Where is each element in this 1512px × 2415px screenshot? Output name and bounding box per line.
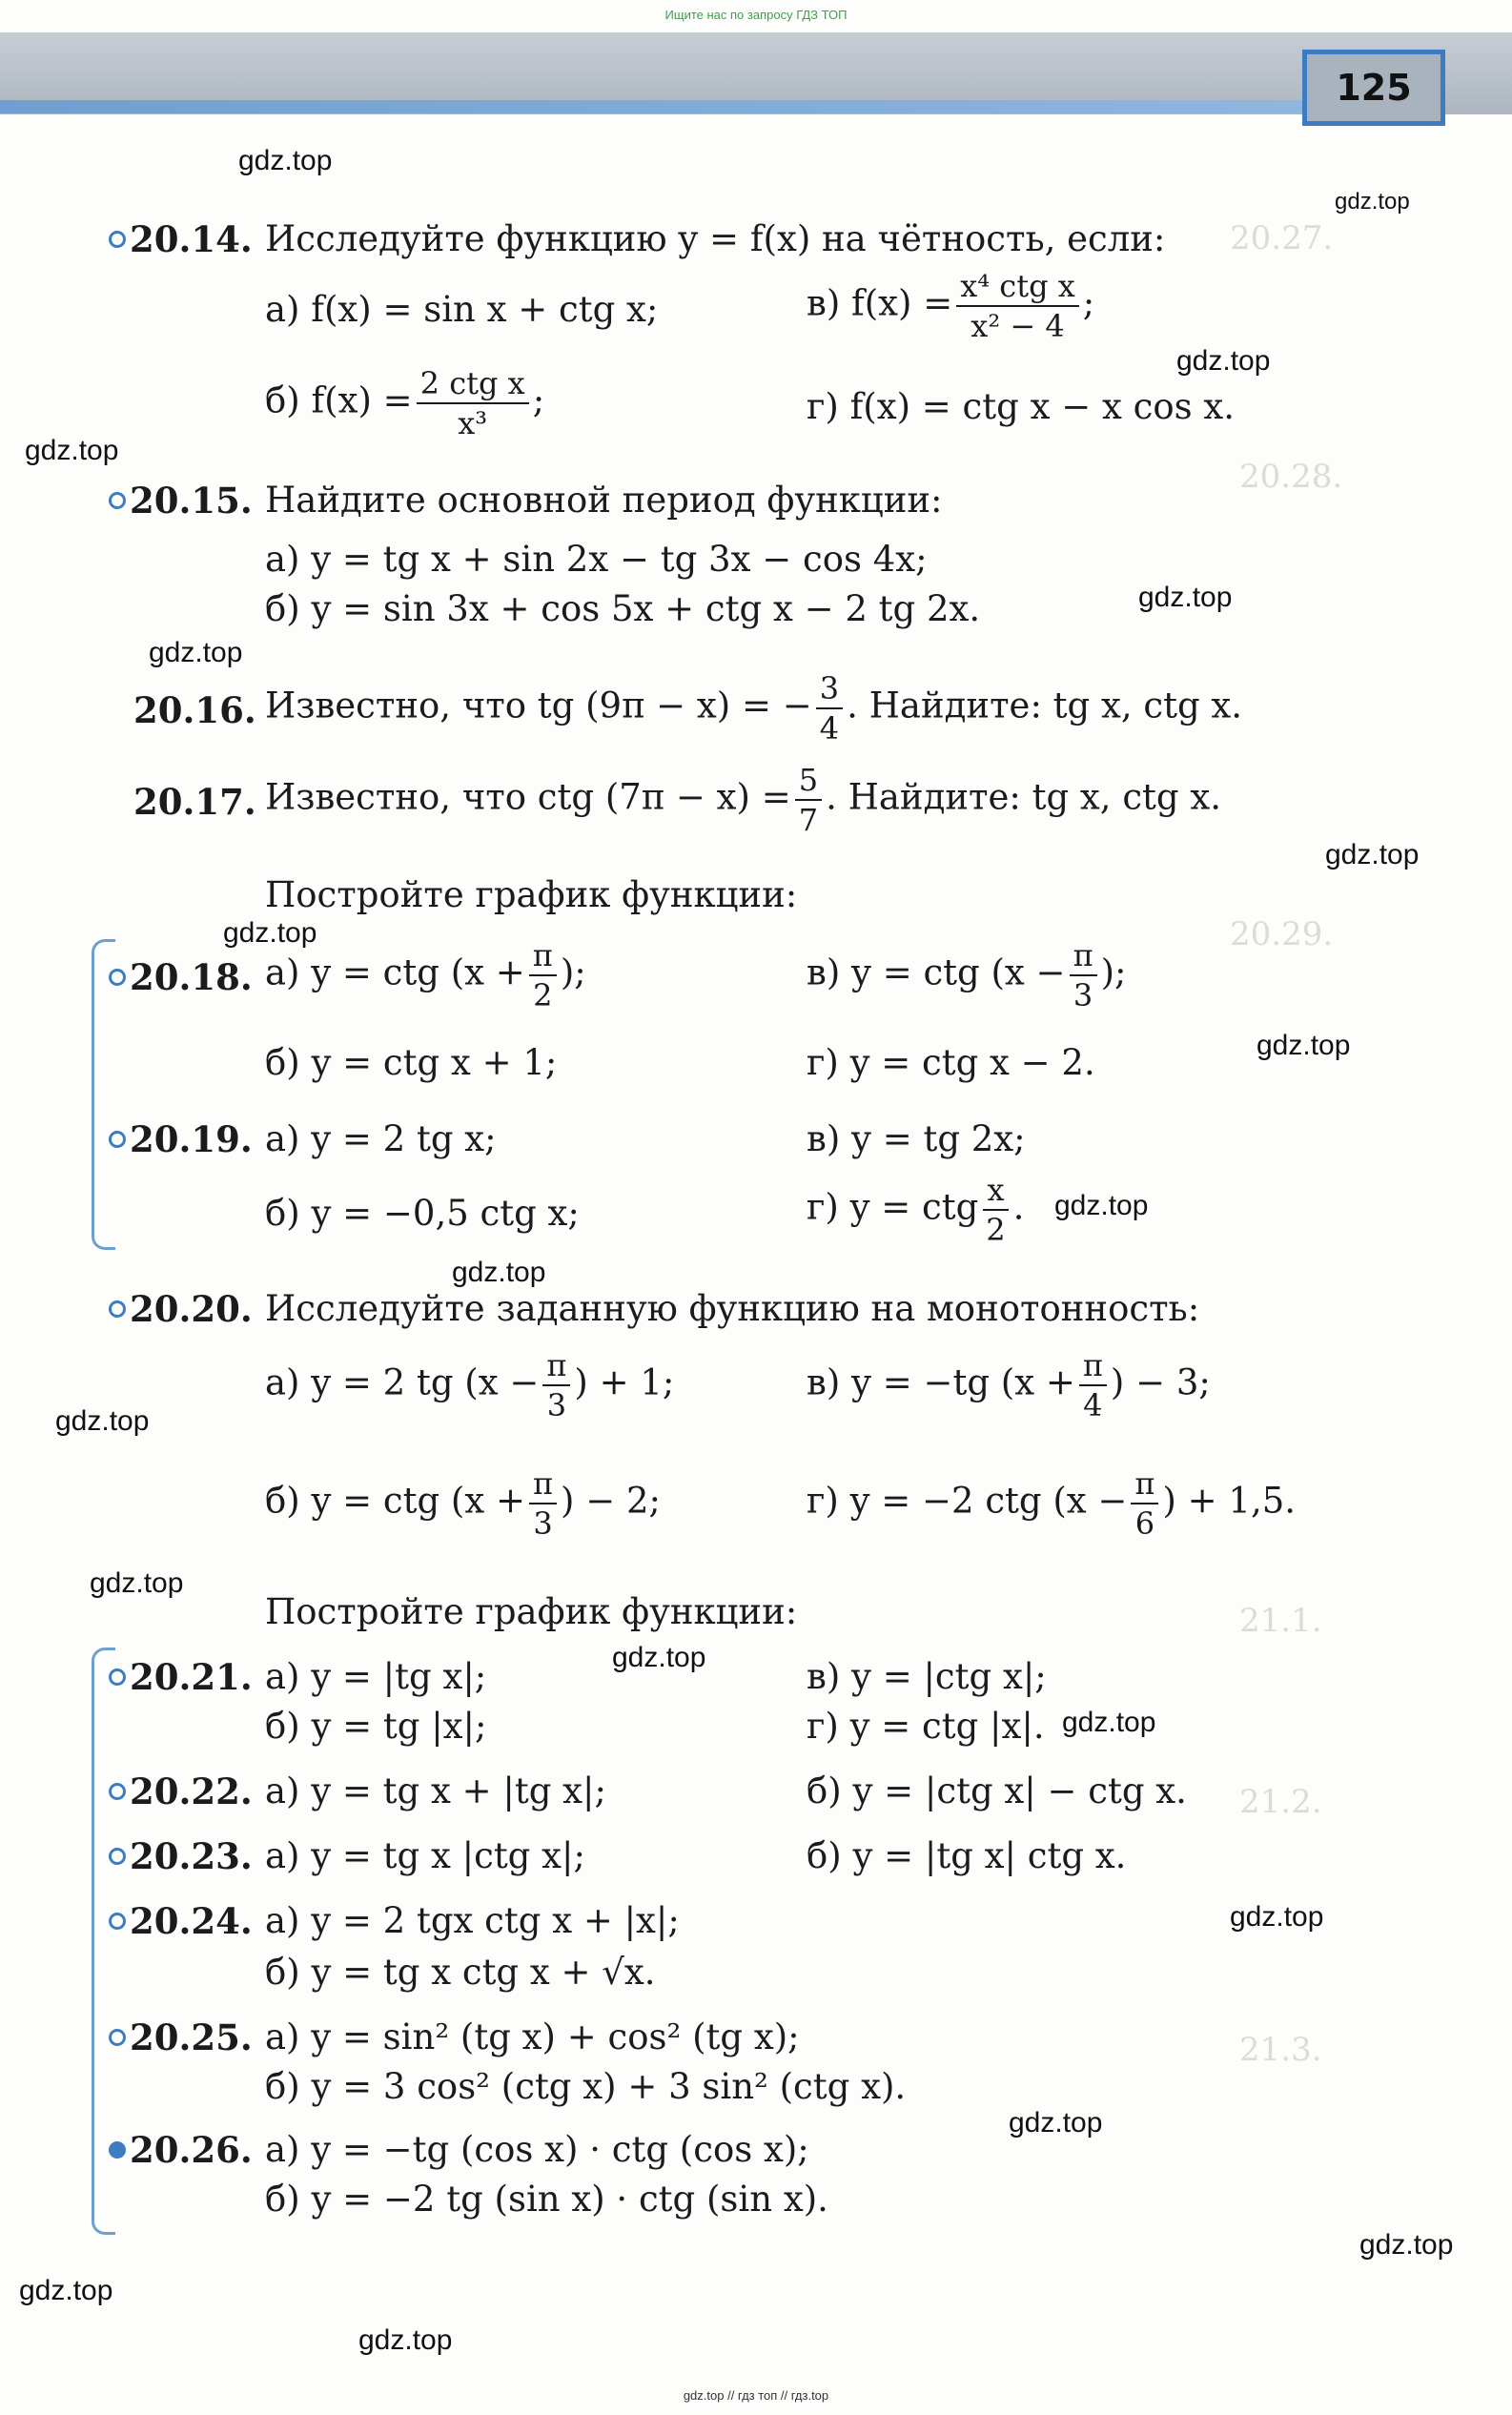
- watermark: gdz.top: [1230, 1901, 1324, 1933]
- watermark: gdz.top: [238, 145, 333, 176]
- circle-marker-icon: [109, 231, 126, 248]
- circle-marker-icon: [109, 1783, 126, 1800]
- item-v: в) y = ctg (x − $\frac{\pi}{3}$ );: [807, 937, 1127, 1013]
- circle-marker-icon: [109, 1913, 126, 1930]
- exercise-number: 20.23.: [109, 1834, 253, 1878]
- bleed-text: 20.28.: [1239, 458, 1343, 496]
- watermark: gdz.top: [1176, 345, 1271, 377]
- item-b: б) y = |ctg x| − ctg x.: [807, 1770, 1187, 1811]
- item-g: г) y = ctg |x|.: [807, 1706, 1045, 1747]
- watermark: gdz.top: [19, 2275, 113, 2306]
- circle-marker-icon: [109, 1668, 126, 1686]
- item-b: б) y = 3 cos² (ctg x) + 3 sin² (ctg x).: [265, 2066, 907, 2107]
- item-b: б) y = ctg x + 1;: [265, 1042, 558, 1083]
- exercise-number: 20.14.: [109, 217, 253, 261]
- exercise-number: 20.15.: [109, 479, 253, 522]
- watermark: gdz.top: [1062, 1707, 1156, 1738]
- watermark: gdz.top: [612, 1642, 706, 1673]
- exercise-number: 20.16.: [133, 689, 256, 731]
- exercise-number: 20.24.: [109, 1899, 253, 1943]
- item-v: в) y = |ctg x|;: [807, 1656, 1047, 1697]
- item-a: а) y = tg x |ctg x|;: [265, 1835, 585, 1876]
- watermark: gdz.top: [1138, 582, 1233, 613]
- item-b: б) y = tg x ctg x + √x.: [265, 1952, 656, 1993]
- watermark: gdz.top: [55, 1405, 150, 1437]
- item-a: а) y = tg x + sin 2x − tg 3x − cos 4x;: [265, 539, 928, 580]
- bleed-text: 21.1.: [1239, 1602, 1322, 1640]
- top-note: Ищите нас по запросу ГДЗ ТОП: [664, 8, 848, 22]
- watermark: gdz.top: [1009, 2107, 1103, 2139]
- exercise-number: 20.25.: [109, 2016, 253, 2059]
- item-g: г) y = ctg $\frac{x}{2}$ .: [807, 1172, 1025, 1248]
- item-b: б) y = sin 3x + cos 5x + ctg x − 2 tg 2x.: [265, 588, 981, 629]
- item-b: б) y = −2 tg (sin x) · ctg (sin x).: [265, 2179, 828, 2220]
- item-a: а) y = sin² (tg x) + cos² (tg x);: [265, 2016, 800, 2057]
- watermark: gdz.top: [1335, 189, 1410, 215]
- circle-marker-icon: [109, 1300, 126, 1318]
- item-a: а) f(x) = sin x + ctg x;: [265, 289, 659, 330]
- item-a: а) y = ctg (x + $\frac{\pi}{2}$ );: [265, 937, 586, 1013]
- bleed-text: 21.2.: [1239, 1783, 1322, 1821]
- item-b: б) y = tg |x|;: [265, 1706, 487, 1747]
- bleed-text: 21.3.: [1239, 2031, 1322, 2069]
- exercise-number: 20.26.: [109, 2128, 253, 2172]
- item-a: а) y = 2 tg (x − $\frac{\pi}{3}$ ) + 1;: [265, 1347, 675, 1423]
- section-heading: Постройте график функции:: [265, 1591, 798, 1632]
- exercise-number: 20.22.: [109, 1770, 253, 1813]
- bleed-text: 20.27.: [1230, 219, 1334, 257]
- exercise-number: 20.18.: [109, 955, 253, 999]
- item-v: в) y = −tg (x + $\frac{\pi}{4}$ ) − 3;: [807, 1347, 1211, 1423]
- exercise-number: 20.21.: [109, 1655, 253, 1699]
- exercise-text: Известно, что ctg (7π − x) = $\frac{5}{7}$ . Найдите: tg x, ctg x.: [265, 762, 1221, 838]
- exercise-text: Найдите основной период функции:: [265, 480, 943, 521]
- circle-marker-icon: [109, 1848, 126, 1865]
- item-a: а) y = 2 tgx ctg x + |x|;: [265, 1900, 680, 1941]
- item-v: в) f(x) = $\frac{\text{x⁴ ctg x}}{\text{x² − 4}}$ ;: [807, 268, 1095, 344]
- footer-note: gdz.top // гдз топ // гдз.top: [683, 2388, 829, 2403]
- watermark: gdz.top: [223, 917, 317, 949]
- section-heading: Постройте график функции:: [265, 874, 798, 915]
- watermark: gdz.top: [90, 1567, 184, 1599]
- exercise-text: Известно, что tg (9π − x) = − $\frac{3}{4}$ . Найдите: tg x, ctg x.: [265, 670, 1243, 747]
- item-v: в) y = tg 2x;: [807, 1118, 1026, 1159]
- watermark: gdz.top: [149, 637, 243, 668]
- circle-marker-icon: [109, 969, 126, 986]
- page-number: 125: [1336, 67, 1412, 109]
- circle-marker-icon: [109, 1131, 126, 1148]
- watermark: gdz.top: [358, 2324, 453, 2356]
- circle-marker-icon: [109, 492, 126, 509]
- page-number-box: [1302, 50, 1445, 126]
- exercise-text: Исследуйте функцию y = f(x) на чётность, если:: [265, 218, 1166, 259]
- item-a: а) y = −tg (cos x) · ctg (cos x);: [265, 2129, 809, 2170]
- item-a: а) y = |tg x|;: [265, 1656, 487, 1697]
- exercise-number: 20.20.: [109, 1287, 253, 1331]
- circle-marker-icon: [109, 2029, 126, 2046]
- item-b: б) y = −0,5 ctg x;: [265, 1193, 580, 1234]
- exercise-number: 20.17.: [133, 781, 256, 823]
- exercise-text: Исследуйте заданную функцию на монотонность:: [265, 1288, 1200, 1329]
- item-g: г) f(x) = ctg x − x cos x.: [807, 386, 1235, 427]
- watermark: gdz.top: [1325, 839, 1420, 870]
- item-b: б) f(x) = $\frac{\text{2 ctg x}}{\text{x³}}$ ;: [265, 365, 545, 441]
- item-g: г) y = ctg x − 2.: [807, 1042, 1095, 1083]
- item-b: б) y = ctg (x + $\frac{\pi}{3}$ ) − 2;: [265, 1465, 662, 1542]
- watermark: gdz.top: [1359, 2229, 1454, 2261]
- bleed-text: 20.29.: [1230, 915, 1334, 953]
- item-g: г) y = −2 ctg (x − $\frac{\pi}{6}$ ) + 1,5.: [807, 1465, 1297, 1542]
- filled-circle-marker-icon: [109, 2141, 126, 2159]
- watermark: gdz.top: [452, 1257, 546, 1288]
- exercise-number: 20.19.: [109, 1117, 253, 1161]
- watermark: gdz.top: [1257, 1030, 1351, 1061]
- item-a: а) y = tg x + |tg x|;: [265, 1770, 606, 1811]
- header-stripe: [0, 100, 1306, 113]
- item-b: б) y = |tg x| ctg x.: [807, 1835, 1127, 1876]
- item-a: а) y = 2 tg x;: [265, 1118, 497, 1159]
- watermark: gdz.top: [25, 435, 119, 466]
- watermark: gdz.top: [1054, 1190, 1149, 1221]
